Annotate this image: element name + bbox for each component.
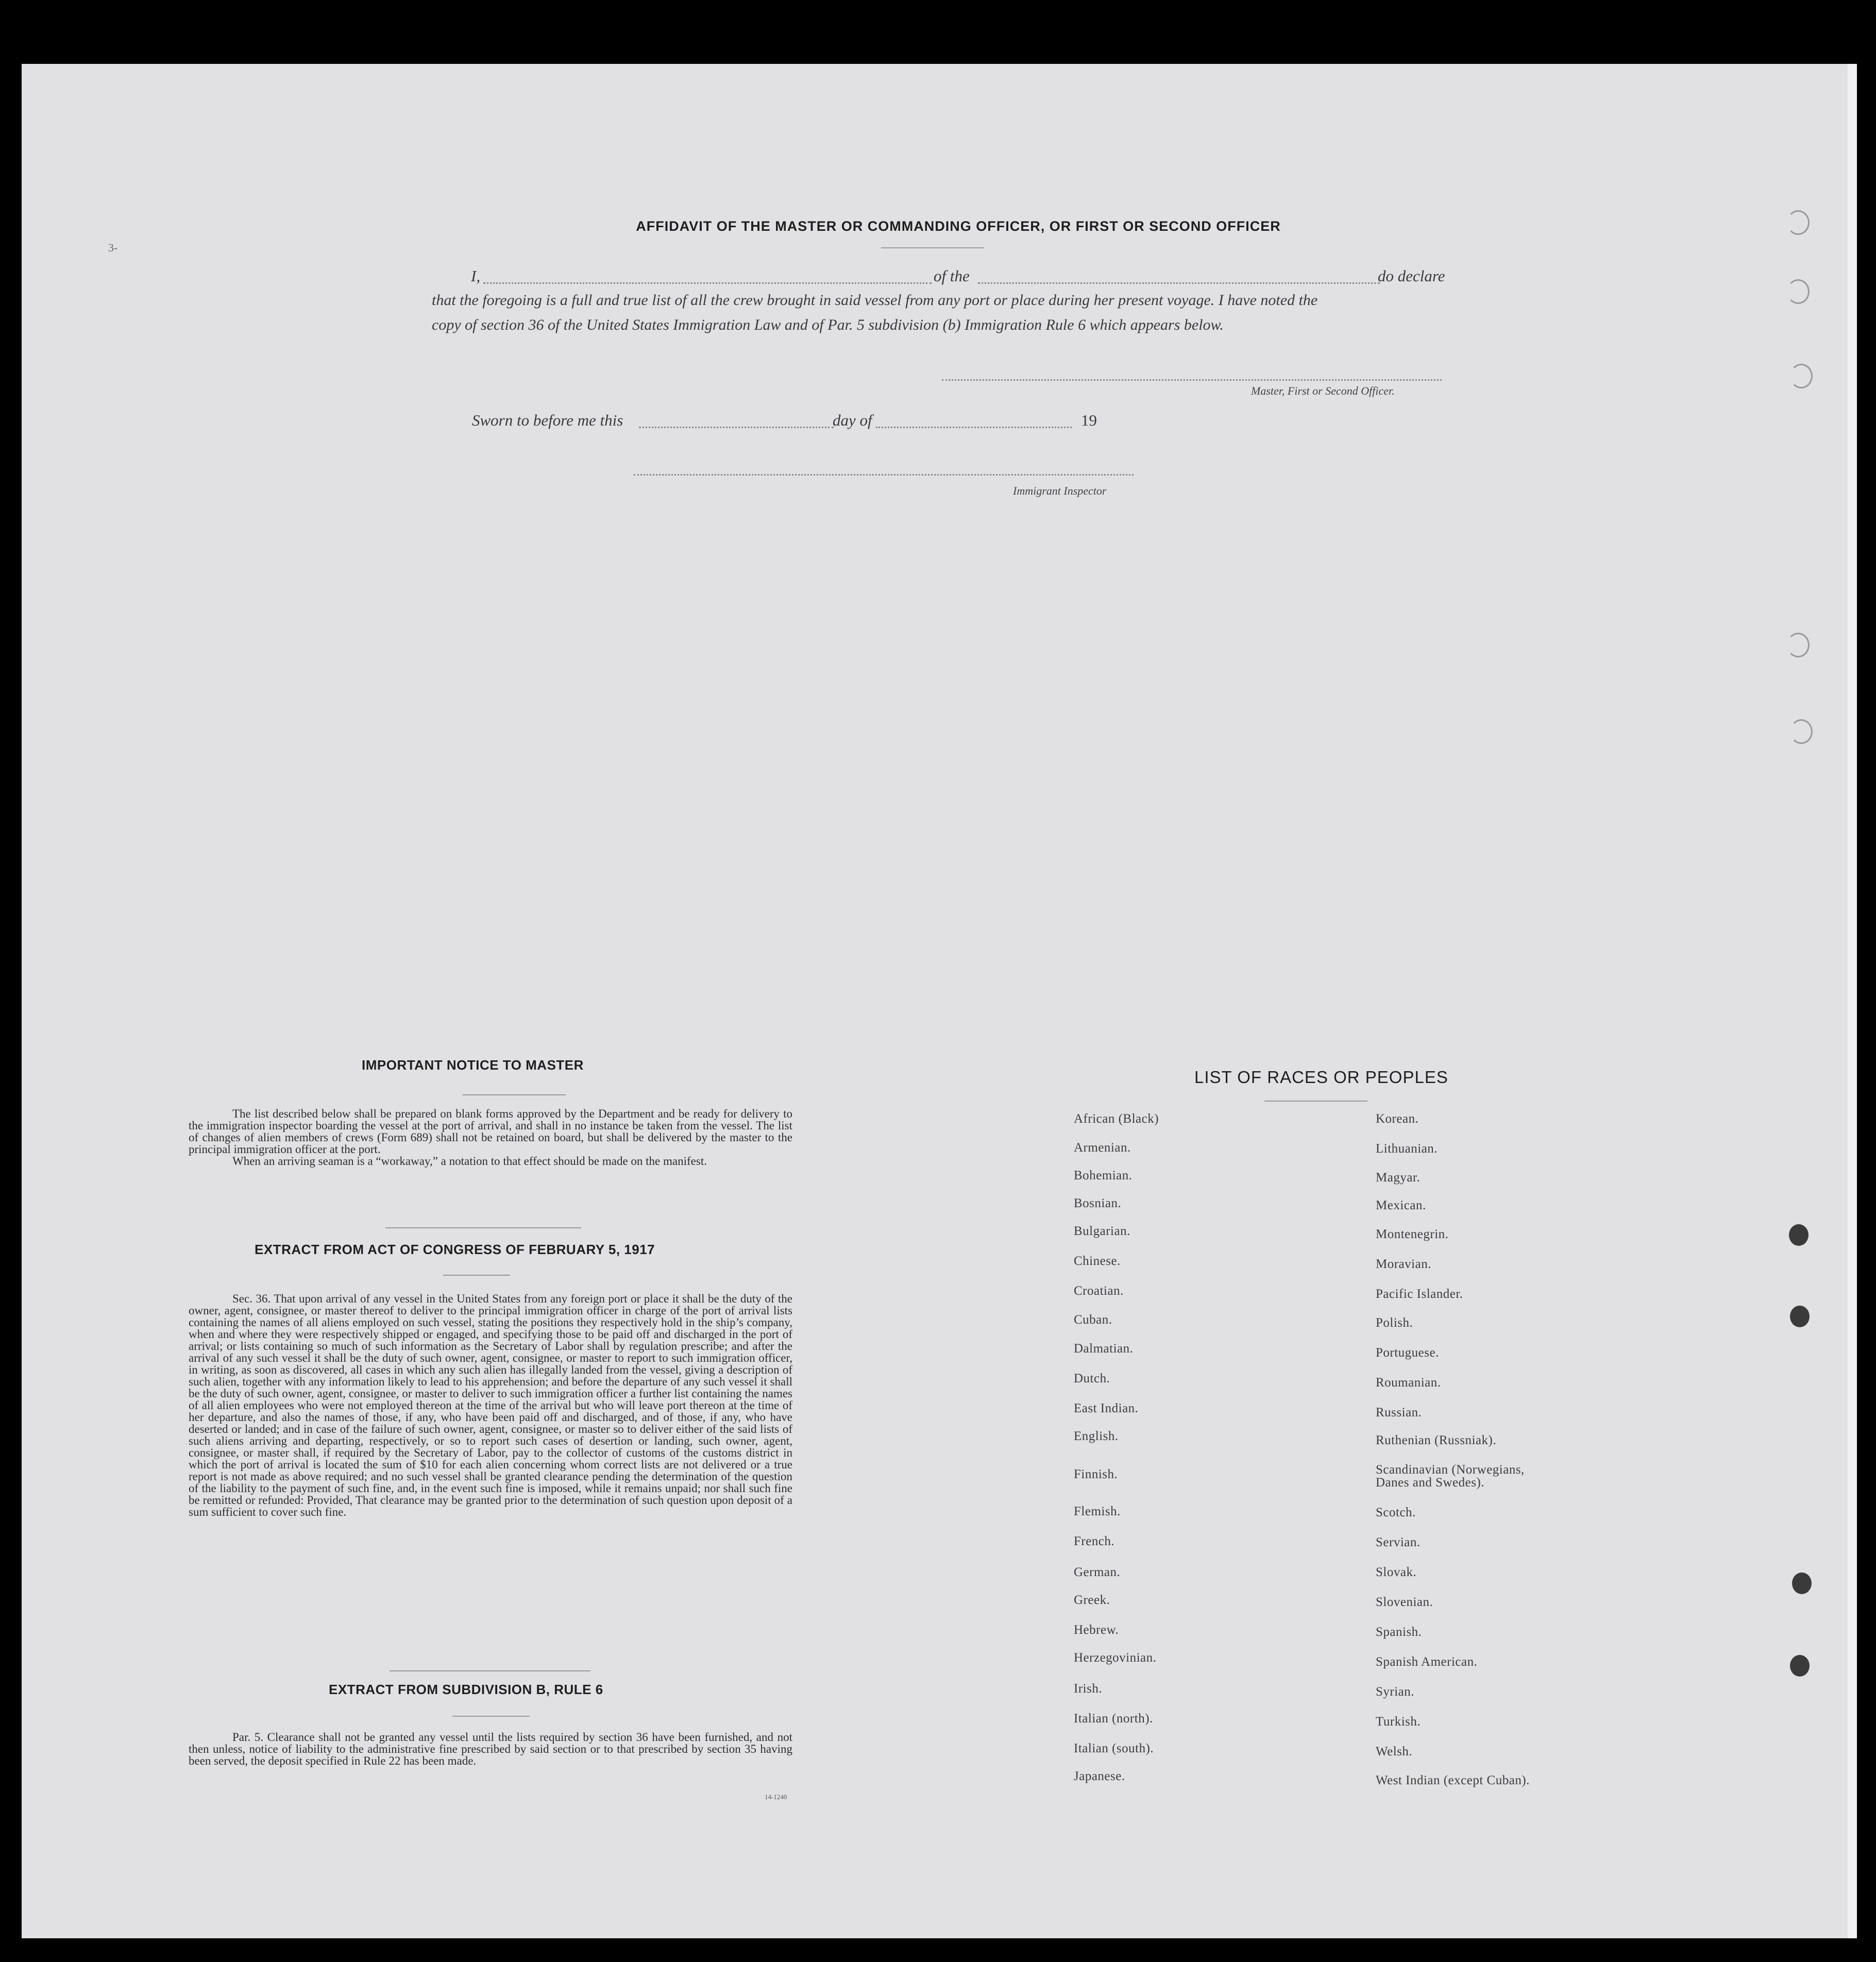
race-item: Welsh. <box>1376 1745 1413 1758</box>
race-item: Turkish. <box>1376 1715 1421 1729</box>
notice-paragraph-2: When an arriving seaman is a “workaway,” a notation to that effect should be made on the manifest. <box>232 1155 707 1168</box>
rule6-body <box>189 1731 792 1767</box>
rule6-title: EXTRACT FROM SUBDIVISION B, RULE 6 <box>329 1682 603 1697</box>
race-item: Slovak. <box>1376 1565 1417 1579</box>
affidavit-line1-declare: do declare <box>1378 267 1445 285</box>
race-item: Italian (north). <box>1074 1712 1153 1726</box>
punch-hole <box>1790 719 1813 744</box>
vessel-field[interactable] <box>978 282 1380 284</box>
punch-hole <box>1787 210 1810 235</box>
divider <box>881 247 984 248</box>
race-item: German. <box>1074 1565 1121 1579</box>
month-field[interactable] <box>876 427 1072 428</box>
punch-hole <box>1790 364 1813 388</box>
race-item: Magyar. <box>1376 1171 1421 1185</box>
master-signature-field[interactable] <box>942 379 1442 381</box>
sworn-label: Sworn to before me this <box>472 411 623 429</box>
race-item: West Indian (except Cuban). <box>1376 1773 1530 1787</box>
race-item: Moravian. <box>1376 1257 1431 1271</box>
race-item: Portuguese. <box>1376 1346 1439 1360</box>
race-item: Ruthenian (Russniak). <box>1376 1433 1497 1447</box>
race-item: Chinese. <box>1074 1254 1121 1268</box>
notice-title: IMPORTANT NOTICE TO MASTER <box>362 1057 584 1073</box>
race-item: Slovenian. <box>1376 1595 1433 1609</box>
race-item: Irish. <box>1074 1682 1103 1696</box>
race-item: English. <box>1074 1429 1119 1443</box>
race-item: Bohemian. <box>1074 1169 1133 1182</box>
margin-mark: 3- <box>108 241 118 254</box>
race-item: Scandinavian (Norwegians, Danes and Swedes). <box>1376 1463 1525 1490</box>
affidavit-line3: copy of section 36 of the United States Immigration Law and of Par. 5 subdivision (b) Immigration Rule 6 which appears below. <box>432 316 1224 333</box>
race-item: Flemish. <box>1074 1504 1121 1518</box>
sworn-date-field[interactable] <box>639 427 834 428</box>
race-item: French. <box>1074 1534 1115 1548</box>
divider <box>385 1227 581 1228</box>
divider <box>452 1716 530 1717</box>
race-item: Pacific Islander. <box>1376 1287 1463 1301</box>
race-item: Polish. <box>1376 1316 1413 1330</box>
year-label: 19 <box>1081 411 1097 429</box>
race-item: Croatian. <box>1074 1284 1124 1298</box>
race-item: Russian. <box>1376 1406 1422 1419</box>
act-body <box>189 1293 792 1518</box>
inspector-label: Immigrant Inspector <box>1013 484 1107 497</box>
race-item: Italian (south). <box>1074 1741 1154 1755</box>
race-item: Dutch. <box>1074 1372 1110 1385</box>
race-item: Cuban. <box>1074 1313 1112 1327</box>
notice-paragraph-1: The list described below shall be prepared on blank forms approved by the Department and be ready for delivery to the immigration inspector boarding the vessel at the port of arrival, and shall in no instance be taken from the vessel. The list of changes of alien members of crews (Form 689) shall not be retained on board, but shall be delivered by the master to the principal immigration officer at the port. <box>189 1107 792 1156</box>
race-item: Syrian. <box>1376 1685 1415 1699</box>
notice-body <box>189 1108 792 1167</box>
act-section-36-text: Sec. 36. That upon arrival of any vessel in the United States from any foreign port or place it shall be the duty of the owner, agent, consignee, or master thereof to deliver to the principal immigration officer in charge of the port of arrival lists containing the names of all aliens employed on such vessel, stating the positions they respectively hold in the ship’s company, when and where they were respectively shipped or engaged, and specifying those to be paid off and discharged in the port of arrival; or lists containing so much of such information as the Secretary of Labor shall by regulation prescribe; and after the arrival of any such vessel it shall be the duty of such owner, agent, consignee, or master to report to such immigration officer, in writing, as soon as discovered, all cases in which any such alien has illegally landed from the vessel, giving a description of such alien, together with any information likely to lead to his apprehension; and before the departure of any such vessel it shall be the duty of such owner, agent, consignee, or master to deliver to such immigration officer a further list containing the names of all alien employees who were not employed thereon at the time of the arrival but who will leave port thereon at the time of her departure, and also the names of those, if any, who have been paid off and discharged, and of those, if any, who have deserted or landed; and in case of the failure of such owner, agent, consignee, or master so to deliver either of the said lists of such aliens arriving and departing, respectively, or so to report such cases of desertion or landing, such owner, agent, consignee, or master shall, if required by the Secretary of Labor, pay to the collector of customs of the customs district in which the port of arrival is located the sum of $10 for each alien concerning whom correct lists are not delivered or a true report is not made as above required; and no such vessel shall be granted clearance pending the determination of the question of the liability to the payment of such fine, and, in the event such fine is imposed, while it remains unpaid; nor shall such fine be remitted or refunded: Provided, That clearance may be granted prior to the determination of such question upon deposit of a sum sufficient to cover such fine. <box>189 1292 792 1518</box>
day-of-label: day of <box>833 411 872 429</box>
affidavit-title: AFFIDAVIT OF THE MASTER OR COMMANDING OFFICER, OR FIRST OR SECOND OFFICER <box>636 218 1281 234</box>
rule6-text: Par. 5. Clearance shall not be granted any vessel until the lists required by section 36 have been furnished, and not then unless, notice of liability to the administrative fine prescribed by said section or to that prescribed by section 35 having been served, the deposit specified in Rule 22 has been made. <box>189 1731 792 1767</box>
divider <box>1264 1101 1367 1102</box>
affidavit-line1-of-the: of the <box>934 267 970 285</box>
race-item: Dalmatian. <box>1074 1342 1134 1356</box>
punch-hole <box>1792 1572 1812 1594</box>
divider <box>390 1670 590 1671</box>
inspector-signature-field[interactable] <box>634 474 1134 476</box>
divider <box>463 1094 566 1095</box>
race-item: East Indian. <box>1074 1401 1139 1415</box>
affidavit-line2: that the foregoing is a full and true list of all the crew brought in said vessel from any port or place during her present voyage. I have noted the <box>432 292 1318 309</box>
act-title: EXTRACT FROM ACT OF CONGRESS OF FEBRUARY 5, 1917 <box>255 1242 655 1257</box>
races-title: LIST OF RACES OR PEOPLES <box>1194 1068 1448 1087</box>
race-item: Roumanian. <box>1376 1376 1441 1390</box>
document-sheet <box>22 64 1857 1938</box>
race-item: Herzegovinian. <box>1074 1651 1157 1665</box>
race-item: Mexican. <box>1376 1198 1426 1212</box>
punch-hole <box>1790 1655 1810 1677</box>
race-item: Greek. <box>1074 1593 1110 1607</box>
race-item: African (Black) <box>1074 1112 1159 1126</box>
punch-hole <box>1790 1306 1810 1327</box>
divider <box>443 1275 510 1276</box>
affidavit-line1-i: I, <box>471 267 481 285</box>
punch-hole <box>1787 279 1810 304</box>
punch-hole <box>1787 633 1810 657</box>
race-item: Armenian. <box>1074 1141 1131 1155</box>
master-label: Master, First or Second Officer. <box>1251 384 1395 397</box>
race-item: Lithuanian. <box>1376 1142 1438 1156</box>
race-item: Hebrew. <box>1074 1623 1119 1637</box>
form-number: 14-1240 <box>765 1793 787 1801</box>
race-item: Scotch. <box>1376 1506 1416 1519</box>
race-item: Korean. <box>1376 1112 1419 1126</box>
race-item: Spanish American. <box>1376 1655 1478 1669</box>
race-item: Japanese. <box>1074 1769 1125 1783</box>
race-item: Servian. <box>1376 1535 1421 1549</box>
race-item: Finnish. <box>1074 1467 1118 1481</box>
race-item: Spanish. <box>1376 1625 1422 1639</box>
race-item: Montenegrin. <box>1376 1227 1449 1241</box>
race-item: Bulgarian. <box>1074 1224 1130 1238</box>
name-field[interactable] <box>483 282 932 284</box>
punch-hole <box>1789 1224 1809 1246</box>
race-item: Bosnian. <box>1074 1196 1122 1210</box>
